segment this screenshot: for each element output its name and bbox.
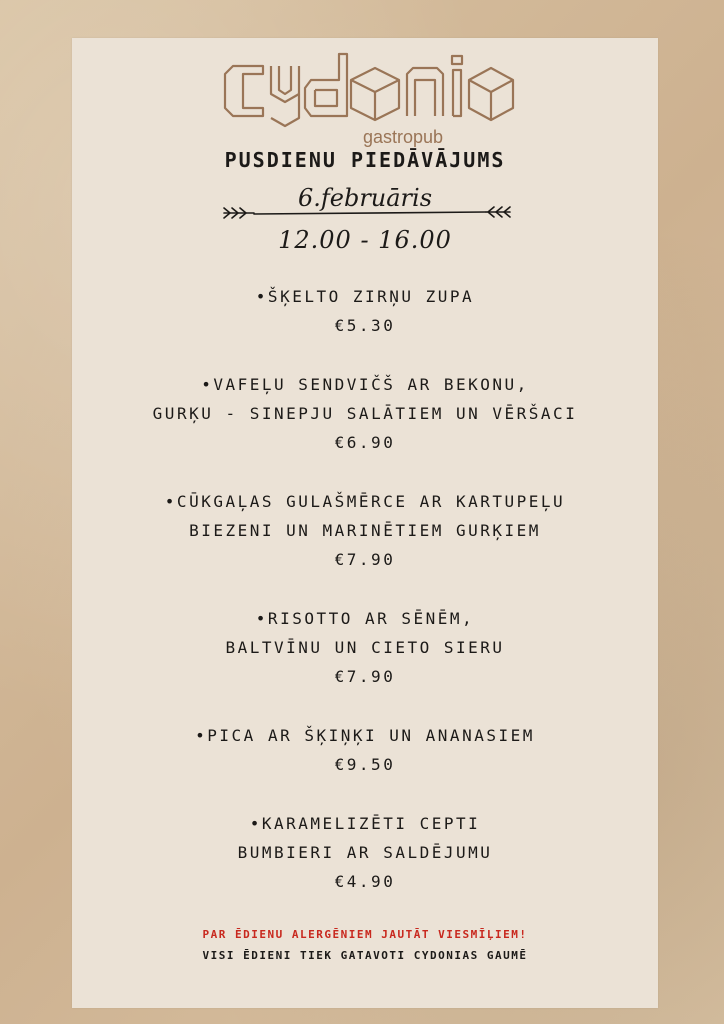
allergen-note: PAR ĒDIENU ALERGĒNIEM JAUTĀT VIESMĪĻIEM!	[202, 928, 528, 941]
date-row	[72, 184, 658, 224]
menu-item	[72, 487, 658, 574]
menu-item	[72, 282, 658, 340]
menu-item-name: GURĶU - SINEPJU SALĀTIEM UN VĒRŠACI	[152, 404, 578, 423]
logo-subtitle: gastropub	[362, 127, 444, 147]
menu-sheet	[72, 38, 658, 1008]
menu-item-name: •RISOTTO AR SĒNĒM,	[255, 609, 475, 628]
menu-list	[72, 282, 658, 896]
menu-item-name: •PICA AR ŠĶIŅĶI UN ANANASIEM	[195, 726, 535, 745]
cooking-note: VISI ĒDIENI TIEK GATAVOTI CYDONIAS GAUMĒ	[202, 949, 528, 962]
menu-item-name: BALTVĪNU UN CIETO SIERU	[225, 638, 505, 657]
cydonia-logo	[72, 46, 658, 146]
menu-item	[72, 809, 658, 896]
menu-item-price: €7.90	[334, 667, 396, 686]
menu-item-price: €5.30	[334, 316, 396, 335]
menu-item-name: •CŪKGAĻAS GULAŠMĒRCE AR KARTUPEĻU	[164, 492, 566, 511]
menu-item-price: €7.90	[334, 550, 396, 569]
serving-hours: 12.00 - 16.00	[278, 226, 452, 254]
menu-item-name: •VAFEĻU SENDVIČŠ AR BEKONU,	[201, 375, 529, 394]
menu-item-name: •KARAMELIZĒTI CEPTI	[249, 814, 481, 833]
menu-item	[72, 721, 658, 779]
menu-item-price: €9.50	[334, 755, 396, 774]
menu-item-name: BIEZENI UN MARINĒTIEM GURĶIEM	[189, 521, 541, 540]
menu-item-price: €4.90	[334, 872, 396, 891]
menu-item-name: BUMBIERI AR SALDĒJUMU	[237, 843, 493, 862]
menu-item	[72, 370, 658, 457]
footer-notes	[72, 924, 658, 966]
page-title: PUSDIENU PIEDĀVĀJUMS	[224, 148, 506, 172]
menu-date: 6.februāris	[297, 184, 433, 212]
menu-item-price: €6.90	[334, 433, 396, 452]
logo-graphic	[215, 46, 515, 150]
menu-item-name: •ŠĶELTO ZIRŅU ZUPA	[255, 287, 475, 306]
menu-item	[72, 604, 658, 691]
